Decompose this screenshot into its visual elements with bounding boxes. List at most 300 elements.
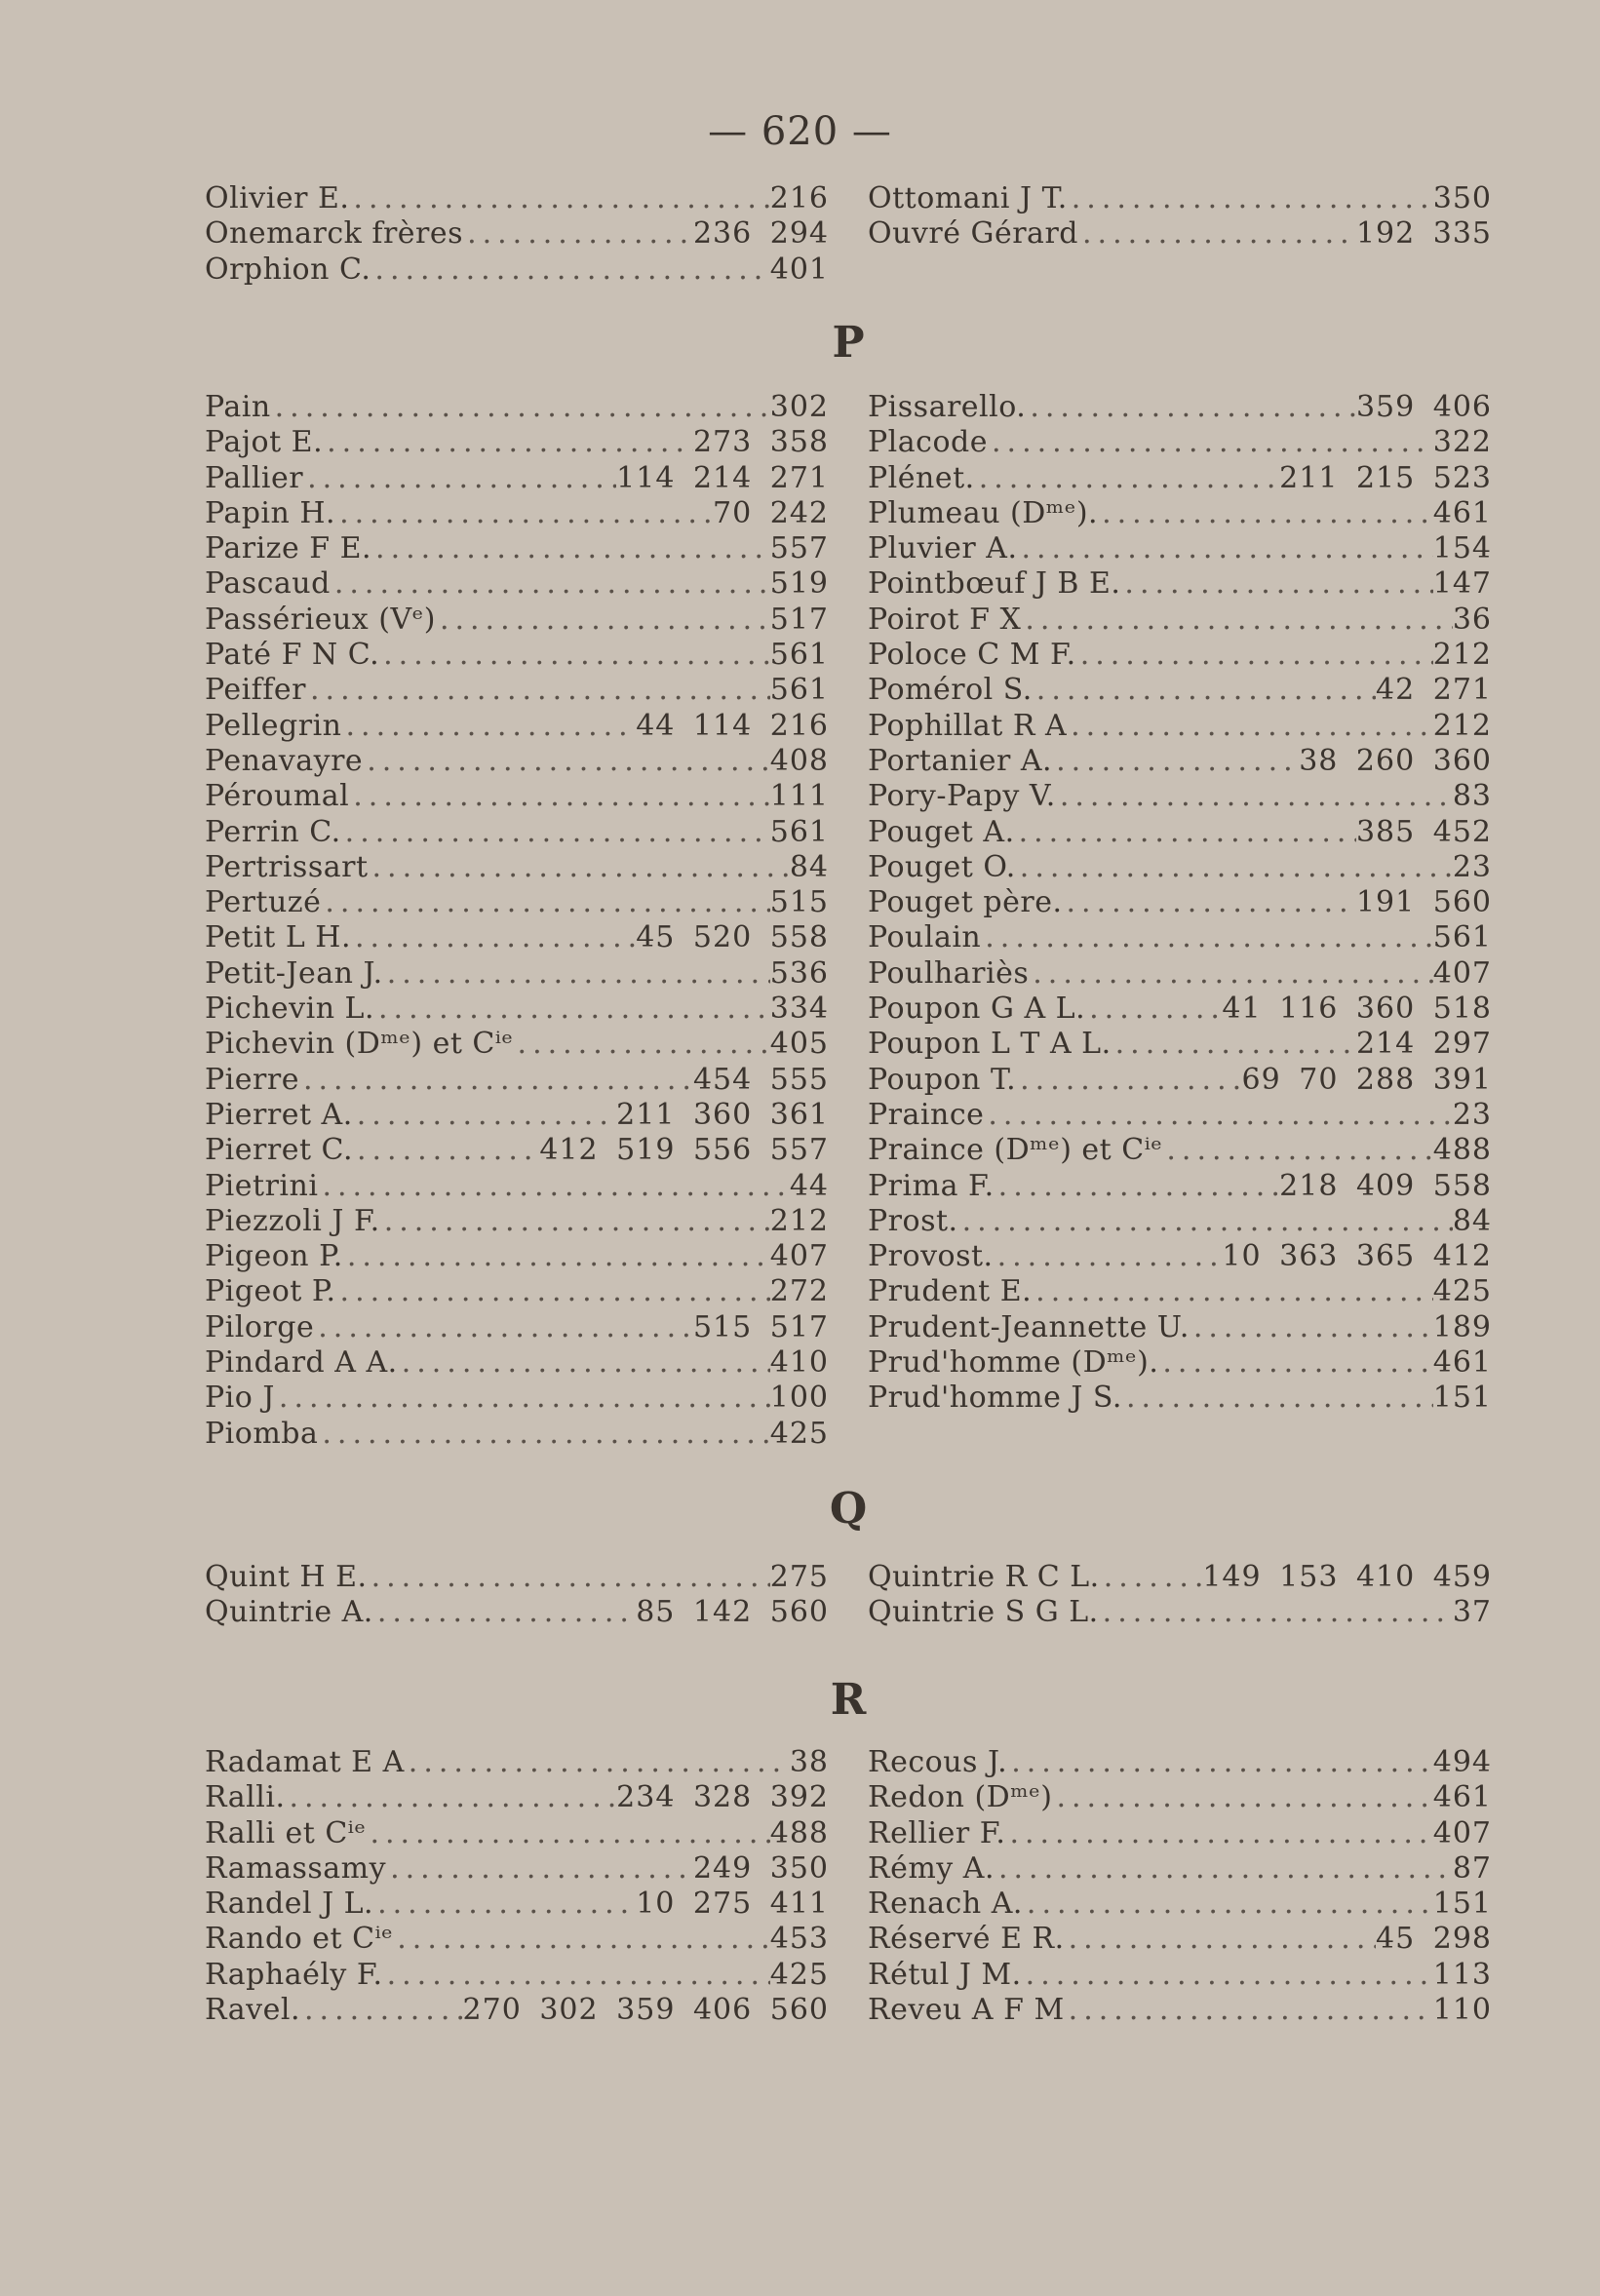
entry-name: Poupon L T A L. [868,1027,1112,1062]
entry-pages: 515 [769,885,829,920]
index-entry [205,1345,829,1381]
entry-name: Plénet. [868,460,975,495]
dot-leader [1017,531,1432,565]
section-letter: Q [829,1484,868,1534]
index-entry [868,390,1492,425]
entry-name: Rellier F. [868,1815,1006,1850]
entry-name: Quint H E. [205,1560,368,1594]
dot-leader [1026,390,1356,424]
index-entry [868,992,1492,1027]
dot-leader [1016,1063,1241,1097]
entry-pages: 191 560 [1355,885,1492,920]
index-entry [868,425,1492,460]
dot-leader [1056,779,1453,813]
entry-pages: 236 294 [692,216,829,252]
entry-name: Pellegrin [205,708,342,743]
entry-name: Redon (Dᵐᵉ) [868,1780,1053,1815]
dot-leader [1100,1560,1203,1594]
entry-name: Reveu A F M [868,1993,1065,2028]
index-entry [205,461,829,496]
index-entry [205,603,829,638]
entry-pages: 147 [1432,566,1492,602]
section-columns [205,181,1492,288]
index-entry [205,1780,829,1815]
dot-leader [995,1169,1279,1203]
dot-leader [1099,1595,1453,1629]
index-entry [205,1922,829,1957]
entry-name: Perrin C. [205,814,341,849]
dot-leader [371,531,770,565]
dot-leader [1112,1027,1356,1061]
index-entry [868,1239,1492,1274]
entry-pages: 151 [1432,1887,1492,1922]
index-entry [868,709,1492,744]
index-entry [205,1560,829,1595]
dot-leader [1005,1816,1432,1850]
index-entry [868,1310,1492,1345]
dot-leader [318,1417,769,1451]
section-letter: P [832,318,865,368]
dot-leader [1022,1958,1433,1992]
entry-pages: 38 [789,1745,829,1779]
right-column [868,1560,1492,1631]
left-column [205,181,829,288]
dot-leader [975,461,1279,495]
index-entry [868,1560,1492,1595]
right-column [868,181,1492,288]
entry-name: Pophillat R A [868,708,1068,743]
entry-name: Prud'homme J S. [868,1381,1122,1416]
index-entry [205,425,829,460]
entry-name: Rémy A. [868,1850,995,1886]
entry-name: Pomérol S. [868,673,1033,708]
entry-name: Papin H. [205,495,336,530]
entry-pages: 461 [1432,1345,1492,1381]
left-column [205,1745,829,2028]
entry-name: Poupon T. [868,1062,1017,1097]
entry-name: Peiffer [205,673,306,708]
entry-name: Ottomani J T. [868,181,1068,215]
entry-name: Prud'homme (Dᵐᵉ). [868,1345,1159,1381]
dot-leader [335,496,713,530]
index-entry [205,1816,829,1851]
index-entry [868,956,1492,992]
entry-name: Prudent E. [868,1274,1033,1309]
entry-name: Pain [205,390,271,424]
entry-pages: 557 [769,531,829,566]
entry-name: Randel J L. [205,1887,374,1922]
index-entry [205,1169,829,1204]
entry-pages: 45 520 558 [636,920,829,955]
dot-leader [386,1851,693,1886]
index-entry [205,673,829,708]
entry-pages: 41 116 360 518 [1222,992,1492,1027]
index-entry [205,1595,829,1630]
dot-leader [349,181,769,215]
index-entry [868,566,1492,602]
entry-pages: 405 [769,1027,829,1062]
entry-name: Pio J [205,1381,275,1416]
index-entry [205,744,829,779]
entry-name: Prima F. [868,1168,995,1203]
index-entry [205,181,829,216]
entry-name: Piezzoli J F. [205,1203,380,1238]
entry-name: Rétul J M. [868,1957,1022,1992]
index-entry [868,1780,1492,1815]
entry-pages: 70 242 [713,495,829,530]
entry-pages: 270 302 359 406 560 [462,1993,829,2028]
entry-pages: 69 70 288 391 [1241,1062,1492,1097]
dot-leader [1078,216,1356,251]
dot-leader [1033,673,1376,707]
entry-name: Radamat E A [205,1745,405,1779]
index-entry [205,1239,829,1274]
index-entry [868,850,1492,885]
index-entry [205,1993,829,2028]
entry-name: Pietrini [205,1168,319,1203]
index-entry [868,496,1492,531]
index-entry [205,1027,829,1062]
index-entry [205,566,829,602]
dot-leader [463,216,693,251]
entry-pages: 189 [1432,1309,1492,1344]
index-entry [868,920,1492,955]
entry-name: Pindard A A. [205,1345,398,1381]
entry-pages: 461 [1432,495,1492,530]
entry-pages: 84 [1452,1203,1492,1238]
index-entry [205,1204,829,1239]
entry-name: Pascaud [205,566,331,602]
entry-name: Poirot F X [868,602,1022,637]
entry-name: Pissarello. [868,390,1027,424]
index-entry [205,779,829,814]
entry-name: Petit L H. [205,920,351,955]
index-entry [205,1381,829,1416]
entry-pages: 407 [1432,955,1492,991]
entry-pages: 218 409 558 [1279,1168,1492,1203]
index-entry [868,603,1492,638]
entry-pages: 494 [1432,1745,1492,1779]
entry-pages: 401 [769,252,829,287]
dot-leader [373,1887,636,1921]
index-entry [868,1169,1492,1204]
dot-leader [984,1098,1452,1132]
index-entry [205,1133,829,1168]
entry-pages: 515 517 [692,1309,829,1344]
entry-name: Pierret C. [205,1133,353,1168]
entry-name: Ralli et Cⁱᵉ [205,1815,367,1850]
entry-pages: 334 [769,992,829,1027]
entry-pages: 83 [1452,779,1492,814]
dot-leader [349,779,769,813]
index-entry [205,1958,829,1993]
dot-leader [383,956,770,991]
index-entry [205,1851,829,1887]
dot-leader [300,1993,463,2027]
index-entry [868,1381,1492,1416]
entry-pages: 38 260 360 [1299,743,1492,778]
index-entry [868,1063,1492,1098]
entry-name: Poupon G A L. [868,992,1086,1027]
page-number: — 620 — [708,109,892,154]
entry-pages: 216 [769,181,829,215]
index-entry [868,1345,1492,1381]
index-entry [205,709,829,744]
entry-name: Prost. [868,1203,958,1238]
dot-leader [1065,1993,1433,2027]
index-entry [868,461,1492,496]
entry-name: Placode [868,425,988,460]
index-entry [205,1887,829,1922]
dot-leader [271,390,770,424]
entry-name: Pouget père. [868,885,1063,920]
index-entry [868,531,1492,566]
entry-name: Pluvier A. [868,531,1018,566]
index-entry [205,1098,829,1133]
index-entry [868,1851,1492,1887]
entry-name: Pichevin (Dᵐᵉ) et Cⁱᵉ [205,1027,514,1062]
dot-leader [351,920,636,954]
dot-leader [369,850,790,884]
entry-name: Pouget O. [868,849,1016,884]
index-entry [868,1133,1492,1168]
index-entry [205,992,829,1027]
dot-leader [1023,1887,1433,1921]
entry-pages: 561 [769,814,829,849]
entry-pages: 37 [1452,1595,1492,1630]
section-columns [205,390,1492,1452]
entry-pages: 453 [769,1922,829,1957]
entry-pages: 113 [1432,1957,1492,1992]
entry-pages: 151 [1432,1381,1492,1416]
entry-name: Plumeau (Dᵐᵉ). [868,495,1099,530]
dot-leader [1052,744,1299,778]
dot-leader [1120,566,1432,601]
entry-pages: 408 [769,743,829,778]
entry-pages: 407 [769,1239,829,1274]
entry-name: Petit-Jean J. [205,955,383,991]
dot-leader [981,920,1432,954]
entry-pages: 488 [769,1815,829,1850]
entry-name: Pallier [205,460,304,495]
entry-pages: 425 [769,1416,829,1451]
index-entry [205,1274,829,1309]
dot-leader [995,1851,1453,1886]
entry-pages: 234 328 392 [616,1780,829,1815]
dot-leader [1098,496,1433,530]
entry-pages: 561 [769,673,829,708]
right-column [868,390,1492,1452]
dot-leader [1021,603,1452,637]
dot-leader [514,1027,770,1061]
dot-leader [371,253,769,287]
entry-pages: 154 [1432,531,1492,566]
dot-leader [323,425,693,459]
entry-pages: 322 [1432,425,1492,460]
dot-leader [353,1133,539,1167]
entry-pages: 42 271 [1376,673,1492,708]
entry-name: Quintrie S G L. [868,1595,1099,1630]
entry-name: Rando et Cⁱᵉ [205,1922,394,1957]
entry-name: Pichevin L. [205,992,375,1027]
entry-pages: 407 [1432,1815,1492,1850]
dot-leader [285,1780,616,1814]
entry-name: Pouget A. [868,814,1015,849]
entry-name: Ralli. [205,1780,286,1815]
dot-leader [1063,885,1356,919]
dot-leader [1032,1274,1433,1308]
entry-pages: 425 [769,1957,829,1992]
index-entry [205,885,829,920]
entry-name: Passérieux (Vᵉ) [205,602,436,637]
index-entry [868,885,1492,920]
section-columns [205,1560,1492,1631]
entry-pages: 350 [1432,181,1492,215]
dot-leader [393,1922,769,1956]
index-entry [205,531,829,566]
entry-pages: 425 [1432,1274,1492,1309]
dot-leader [353,1098,616,1132]
dot-leader [1067,709,1433,743]
dot-leader [341,815,770,849]
dot-leader [373,1595,636,1629]
index-entry [868,216,1492,252]
index-entry [205,496,829,531]
dot-leader [314,1310,693,1344]
entry-name: Pierre [205,1062,299,1097]
entry-name: Poulain [868,920,982,955]
entry-pages: 212 [1432,708,1492,743]
dot-leader [343,1239,770,1273]
dot-leader [405,1745,790,1779]
entry-pages: 488 [1432,1133,1492,1168]
section-letter: R [830,1675,867,1725]
left-column [205,1560,829,1631]
dot-leader [1076,638,1433,672]
dot-leader [958,1204,1453,1238]
index-entry [205,390,829,425]
entry-pages: 214 297 [1355,1027,1492,1062]
entry-name: Pointbœuf J B E. [868,566,1121,602]
index-entry [868,744,1492,779]
entry-name: Pertrissart [205,849,369,884]
entry-name: Poloce C M F. [868,638,1076,673]
entry-pages: 100 [769,1381,829,1416]
entry-pages: 385 452 [1355,814,1492,849]
dot-leader [1016,850,1453,884]
dot-leader [988,425,1433,459]
entry-pages: 114 214 271 [616,460,829,495]
dot-leader [299,1063,693,1097]
index-entry [868,1098,1492,1133]
entry-name: Raphaély F. [205,1957,383,1992]
entry-name: Parize F E. [205,531,372,566]
entry-name: Pajot E. [205,425,324,460]
index-entry [868,1816,1492,1851]
index-entry [205,1063,829,1098]
dot-leader [331,566,770,601]
entry-pages: 561 [1432,920,1492,955]
dot-leader [374,992,770,1026]
index-entry [205,1310,829,1345]
entry-pages: 149 153 410 459 [1202,1560,1492,1594]
entry-name: Pertuzé [205,885,322,920]
dot-leader [1190,1310,1433,1344]
entry-pages: 45 298 [1376,1922,1492,1957]
entry-name: Recous J. [868,1745,1008,1779]
index-entry [205,1417,829,1452]
index-entry [205,216,829,252]
dot-leader [398,1345,770,1380]
dot-leader [1122,1381,1433,1415]
entry-pages: 211 215 523 [1279,460,1492,495]
index-entry [868,638,1492,673]
entry-name: Réservé E R. [868,1922,1065,1957]
entry-name: Ouvré Gérard [868,216,1078,252]
index-entry [205,1745,829,1780]
entry-pages: 36 [1452,602,1492,637]
entry-pages: 461 [1432,1780,1492,1815]
dot-leader [303,461,616,495]
entry-pages: 212 [1432,638,1492,673]
entry-pages: 275 [769,1560,829,1594]
entry-pages: 536 [769,955,829,991]
entry-name: Praince [868,1097,985,1132]
index-entry [868,1595,1492,1630]
dot-leader [363,744,770,778]
index-entry [868,1745,1492,1780]
dot-leader [1158,1345,1432,1380]
entry-name: Ramassamy [205,1850,387,1886]
entry-pages: 111 [769,779,829,814]
entry-pages: 212 [769,1203,829,1238]
entry-name: Pigeon P. [205,1239,343,1274]
dot-leader [1015,815,1356,849]
index-entry [868,1922,1492,1957]
index-entry [868,1274,1492,1309]
index-entry [205,920,829,955]
entry-name: Praince (Dᵐᵉ) et Cⁱᵉ [868,1133,1163,1168]
entry-pages: 249 350 [692,1850,829,1886]
dot-leader [1085,992,1222,1026]
entry-pages: 110 [1432,1993,1492,2028]
dot-leader [379,638,770,672]
dot-leader [994,1239,1223,1273]
right-column [868,1745,1492,2028]
entry-name: Poulhariès [868,955,1030,991]
entry-name: Quintrie R C L. [868,1560,1100,1594]
index-entry [868,1993,1492,2028]
dot-leader [306,673,770,707]
entry-name: Orphion C. [205,252,371,287]
index-entry [205,638,829,673]
entry-pages: 519 [769,566,829,602]
index-entry [868,815,1492,850]
dot-leader [321,885,769,919]
dot-leader [1052,1780,1432,1814]
entry-name: Provost. [868,1239,994,1274]
left-column [205,390,829,1452]
entry-name: Portanier A. [868,743,1053,778]
index-entry [868,1027,1492,1062]
entry-name: Penavayre [205,743,364,778]
entry-name: Paté F N C. [205,638,380,673]
dot-leader [336,1274,770,1308]
entry-pages: 359 406 [1355,390,1492,424]
entry-pages: 272 [769,1274,829,1309]
index-entry [868,1887,1492,1922]
entry-name: Péroumal [205,779,350,814]
